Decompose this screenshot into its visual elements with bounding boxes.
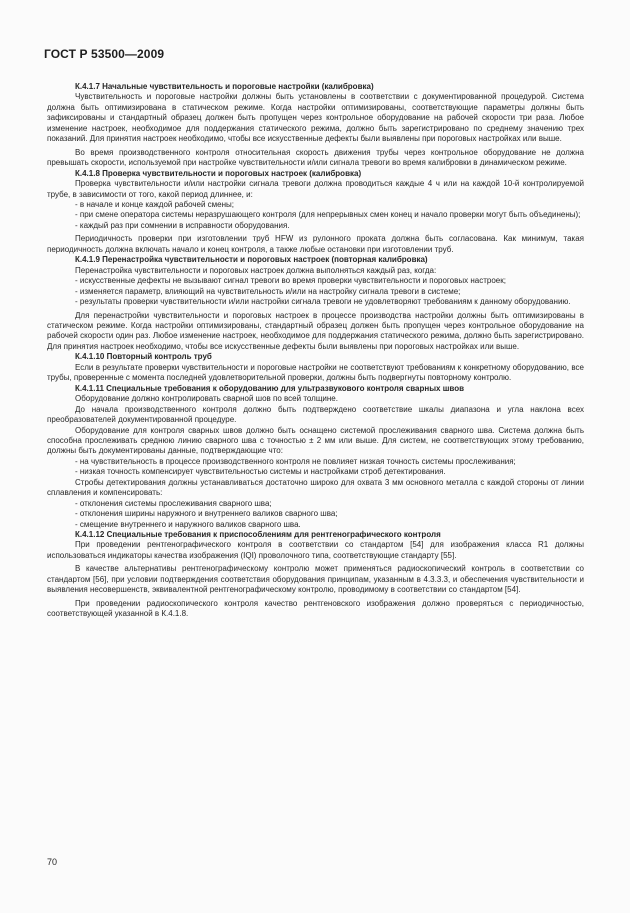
list-item: - на чувствительность в процессе производственного контроля не повлияет низкая точность системы прослеживания; (75, 456, 516, 466)
paragraph: При проведении рентгенографического контроля в соответствии со стандартом [54] для изображения класса R1 должны использоваться индикаторы качества изображения (IQI) проволочного типа, соответствующие стандарту [55]. (47, 540, 584, 560)
section-heading: К.4.1.11 Специальные требования к оборудованию для ультразвукового контроля сварных швов (75, 383, 464, 393)
list-item: - смещение внутреннего и наружного валиков сварного шва. (75, 519, 301, 529)
list-item: - каждый раз при сомнении в исправности оборудования. (75, 220, 290, 230)
paragraph: Если в результате проверки чувствительности и пороговые настройки не соответствуют требованиям к конкретному оборудованию, все трубы, проверенные с момента последней удовлетворительной проверки, должны быть подвергнуты повторному контролю. (47, 362, 584, 383)
paragraph: Стробы детектирования должны устанавливаться достаточно широко для охвата 3 мм основного металла с каждой стороны от линии сплавления и компенсировать: (47, 477, 584, 498)
list-item: - результаты проверки чувствительности и/или настройки сигнала тревоги не удовлетворяют требованиям к данному оборудованию. (75, 297, 571, 307)
paragraph: В качестве альтернативы рентгенографическому контролю может применяться радиоскопический контроль в соответствии со стандартом [56], при условии подтверждения соответствия оборудования принципам, указанным в 4.3.3.3, и обеспечения чувствительности и выявления несовершенств, эквивалентной рентгенографическому контролю, проводимому в соответствии со стандартом [54]. (47, 564, 584, 595)
paragraph: Оборудование для контроля сварных швов должно быть оснащено системой прослеживания сварного шва. Система должна быть способна прослеживать среднюю линию сварного шва с точностью ± 2 мм или выше. Для систем, не соответствующих этому требованию, должны быть документированы данные, подтверждающие что: (47, 425, 584, 456)
paragraph: До начала производственного контроля должно быть подтверждено соответствие шкалы диапазона и угла наклона всех преобразователей документированной процедуре. (47, 404, 584, 425)
section-heading: К.4.1.10 Повторный контроль труб (75, 352, 212, 362)
list-item: - при смене оператора системы неразрушающего контроля (для непрерывных смен конец и начало проверки могут быть объединены); (75, 210, 581, 220)
list-item: - в начале и конце каждой рабочей смены; (75, 199, 235, 209)
paragraph: Проверка чувствительности и/или настройки сигнала тревоги должна проводиться каждые 4 ч или на каждой 10-й контролируемой трубе, в зависимости от того, какой период длиннее, и: (47, 179, 584, 199)
list-item: - отклонения системы прослеживания сварного шва; (75, 498, 272, 508)
paragraph: Чувствительность и пороговые настройки должны быть установлены в соответствии с документированной процедурой. Система должна быть оптимизирована в статическом режиме. Когда настройки оптимизированы, соответствующие параметры должны быть зафиксированы и стандартный образец должен быть пропущен через контрольное оборудование на рабочей скорости три раза. Любое изменение настроек, необходимое для поддержания статического режима, должно быть зарегистрировано по среднему значению трех показаний. Для принятия настроек необходимо, чтобы все искусственные дефекты были выявлены при пороговых настройках или выше. (47, 92, 584, 144)
paragraph: Оборудование должно контролировать сварной шов по всей толщине. (75, 394, 338, 404)
document-body (47, 82, 584, 620)
section-heading: К.4.1.7 Начальные чувствительность и пороговые настройки (калибровка) (75, 82, 374, 91)
paragraph: Периодичность проверки при изготовлении труб HFW из рулонного проката должна быть согласована. Как минимум, такая периодичность должна включать начало и конец контроля, а также любые остановки при изготовлении труб. (47, 234, 584, 254)
list-item: - изменяется параметр, влияющий на чувствительность и/или на настройку сигнала тревоги в системе; (75, 286, 461, 296)
paragraph: Перенастройка чувствительности и пороговых настроек должна выполняться каждый раз, когда: (75, 265, 437, 275)
page-number: 70 (47, 857, 58, 867)
paragraph: При проведении радиоскопического контроля качество рентгеновского изображения должно проверяться с периодичностью, соответствующей указанной в К.4.1.8. (47, 598, 584, 619)
paragraph: Во время производственного контроля относительная скорость движения трубы через контрольное оборудование не должна превышать скорости, используемой при настройке чувствительности и/или сигнала тревоги во время калибровки в динамическом режиме. (47, 147, 584, 168)
section-heading: К.4.1.9 Перенастройка чувствительности и пороговых настроек (повторная калибровка) (75, 255, 428, 265)
list-item: - искусственные дефекты не вызывают сигнал тревоги во время проверки чувствительности и пороговых настроек; (75, 276, 506, 286)
list-item: - низкая точность компенсирует чувствительностью системы и настройками строб детектирования. (75, 467, 446, 477)
list-item: - отклонения ширины наружного и внутреннего валиков сварного шва; (75, 509, 338, 519)
section-heading: К.4.1.8 Проверка чувствительности и пороговых настроек (калибровка) (75, 168, 362, 178)
section-heading: К.4.1.12 Специальные требования к приспособлениям для рентгенографического контроля (75, 530, 441, 540)
document-header: ГОСТ Р 53500—2009 (44, 47, 165, 61)
paragraph: Для перенастройки чувствительности и пороговых настроек в процессе производства настройки должны быть оптимизированы в статическом режиме. Когда настройки оптимизированы, стандартный образец должен быть пропущен через контрольное оборудование на рабочей скорости один раз. Любое изменение настроек, необходимое для поддержания статического режима, должно быть зарегистрировано. Для принятия настроек необходимо, чтобы все искусственные дефекты были выявлены при пороговых настройках или выше. (47, 310, 584, 351)
